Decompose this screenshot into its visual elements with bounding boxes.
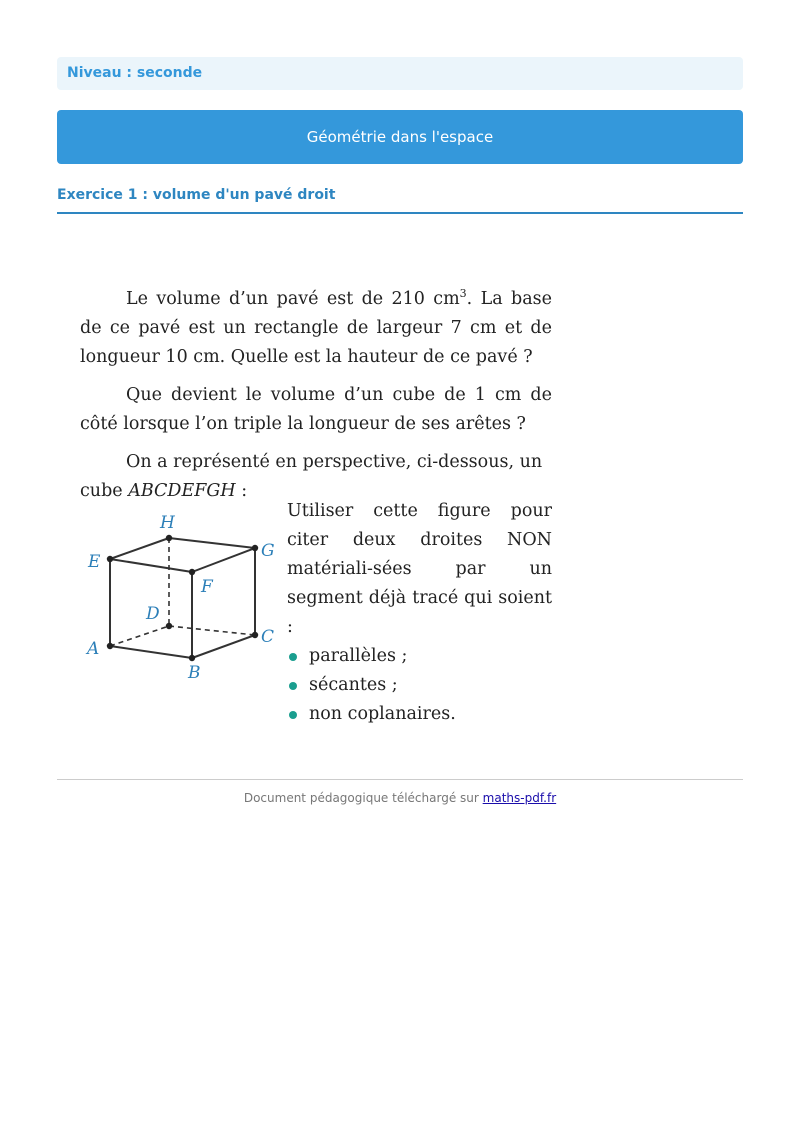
label-G: G [261,541,275,561]
cube-name: ABCDEFGH [128,481,236,501]
instruction-text: Utiliser cette figure pour citer deux droites NON matériali-sées par un segment déjà tracé qui soient : [287,501,552,637]
bullet-text: non coplanaires. [309,704,456,724]
footer-text: Document pédagogique téléchargé sur [243,791,479,805]
bullet-text: parallèles ; [309,646,408,666]
label-A: A [87,639,100,659]
level-banner [57,57,743,90]
cube-word: cube [80,481,123,501]
footer-divider [57,779,743,780]
page-title-banner [57,110,743,164]
vertex-H [166,535,172,541]
edge-AB [110,646,192,658]
vertex-A [107,643,113,649]
edge-FG [192,548,255,572]
label-B: B [188,663,201,683]
bullet-item [287,671,552,700]
footer [57,791,743,805]
label-C: C [261,627,275,647]
superscript-exponent: 3 [459,287,467,301]
vertex-E [107,556,113,562]
hidden-edge-AD [110,626,169,646]
exercise-divider [57,212,743,214]
level-label: Niveau : seconde [67,65,203,81]
bullet-item [287,642,552,671]
hidden-edge-DC [169,626,255,635]
bullet-dot-icon [289,653,297,661]
bullet-item [287,700,552,729]
vertex-D [166,623,172,629]
footer-link[interactable]: maths-pdf.fr [482,791,557,805]
edge-BC [192,635,255,658]
label-E: E [88,552,101,572]
paragraph-volume-cube: Que devient le volume d’un cube de 1 cm de côté lorsque l’on triple la longueur de ses arêtes ? [80,385,552,434]
edge-GH [169,538,255,548]
edge-HE [110,538,169,559]
bullet-list [287,642,552,729]
figure-instructions [287,497,552,729]
paragraph-perspective: On a représenté en perspective, ci-dessous, un [126,452,543,472]
label-F: F [201,577,213,597]
label-H: H [160,513,175,533]
vertex-C [252,632,258,638]
exercise-title: Exercice 1 : volume d'un pavé droit [57,187,336,203]
edge-EF [110,559,192,572]
paragraph-text: Le volume d’un pavé est de 210 cm [126,289,460,309]
colon: : [235,481,248,501]
vertex-F [189,569,195,575]
bullet-dot-icon [289,711,297,719]
label-D: D [146,604,160,624]
cube-figure [80,506,285,706]
vertex-B [189,655,195,661]
paragraph-volume-pave [80,285,552,372]
paragraph-text: . La base de ce pavé est un rectangle de largeur 7 cm et de longueur 10 cm. Quelle est la hauteur de ce pavé ? [80,289,552,367]
bullet-text: sécantes ; [309,675,398,695]
bullet-dot-icon [289,682,297,690]
vertex-G [252,545,258,551]
page-title: Géométrie dans l'espace [306,128,494,146]
figure-row [80,501,552,724]
exercise-content [80,285,552,724]
